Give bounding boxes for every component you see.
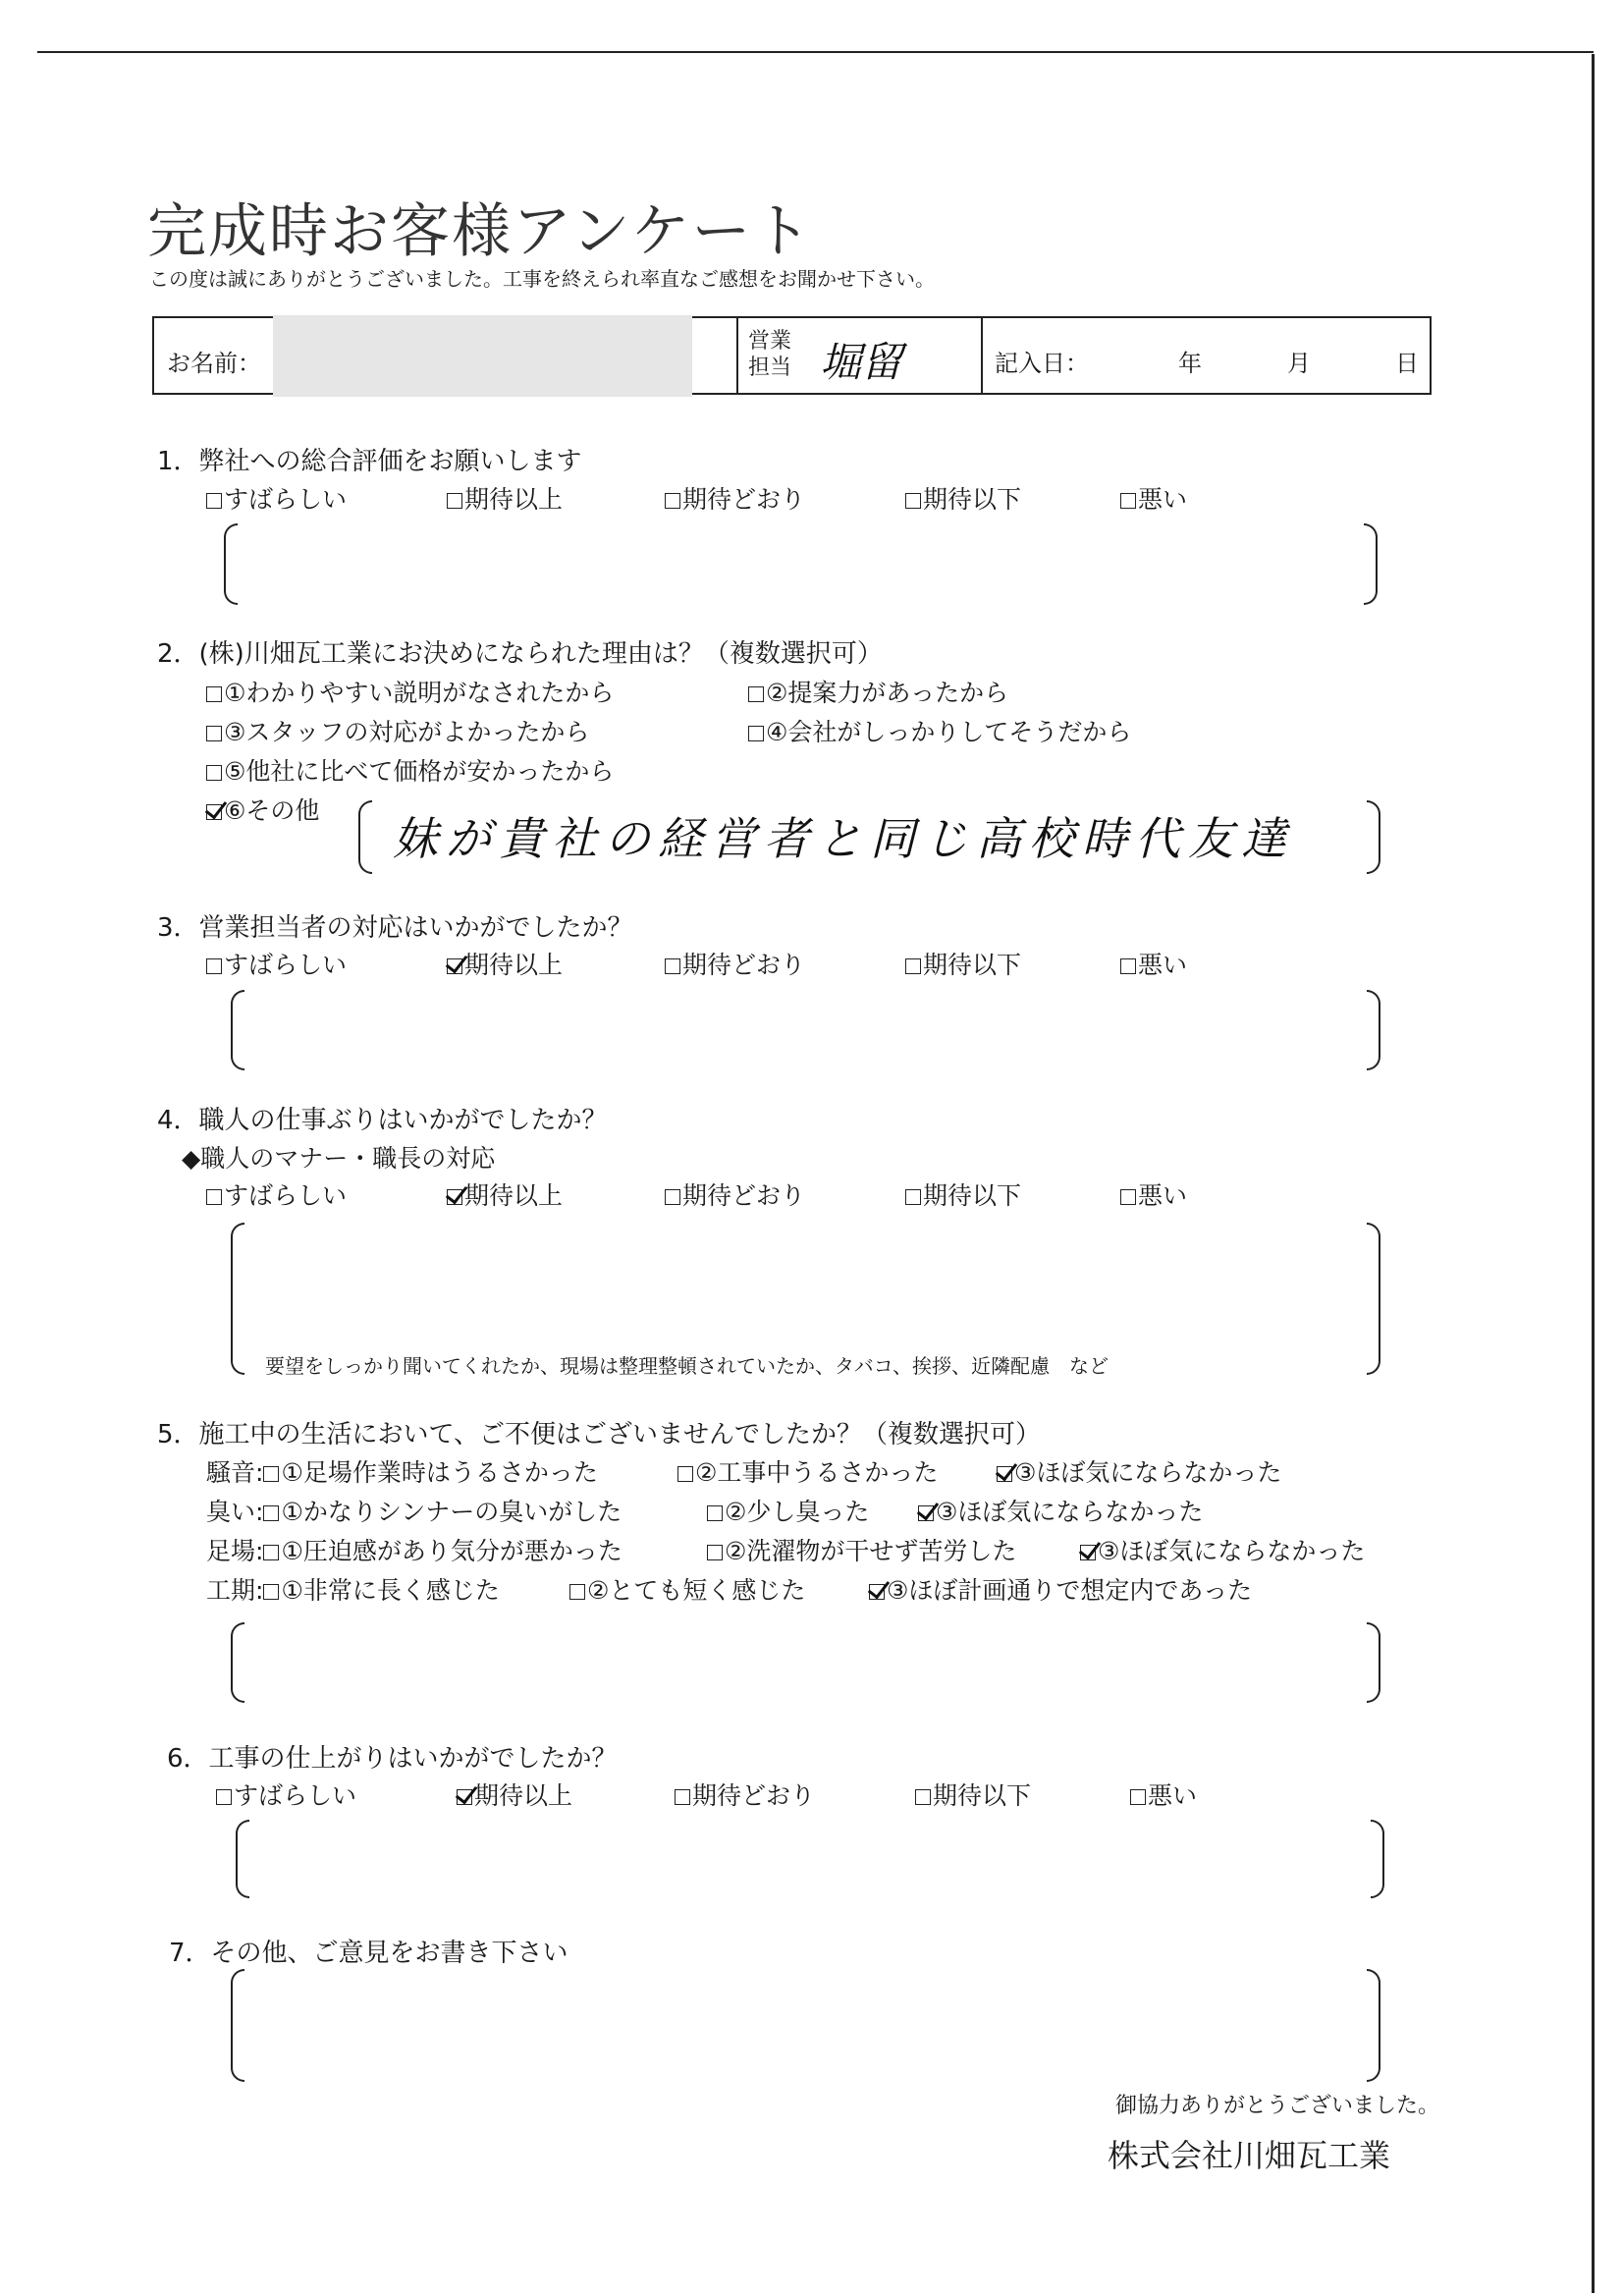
period-label: 工期: <box>206 1576 264 1605</box>
top-rule <box>37 51 1594 53</box>
q1-option[interactable]: 悪い <box>1120 480 1187 516</box>
checkbox-icon <box>905 493 921 509</box>
smell-label: 臭い: <box>206 1498 264 1526</box>
checkbox-icon <box>569 1584 585 1600</box>
name-label: お名前： <box>167 350 261 377</box>
q5-noise-row: 騒音: ①足場作業時はうるさかった <box>206 1458 598 1487</box>
checkbox-icon <box>206 686 222 702</box>
checkbox-icon <box>216 1789 232 1805</box>
header-divider <box>981 318 983 393</box>
checked-checkbox-icon <box>206 804 222 820</box>
q2-option[interactable]: ⑤他社に比べて価格が安かったから <box>206 752 614 788</box>
q4-option[interactable]: 期待以下 <box>905 1176 1021 1212</box>
checkbox-icon <box>707 1545 723 1560</box>
q6-option[interactable]: 悪い <box>1130 1777 1197 1812</box>
q5-noise-option[interactable]: ②工事中うるさかった <box>677 1453 938 1489</box>
q5-smell-option[interactable]: ③ほぼ気にならなかった <box>918 1493 1203 1528</box>
q1-option[interactable]: すばらしい <box>206 480 347 516</box>
q3-option[interactable]: 期待どおり <box>665 946 805 981</box>
checkbox-icon <box>206 765 222 781</box>
comment-bracket-left <box>231 990 244 1070</box>
checkbox-icon <box>748 726 764 741</box>
scaffold-label: 足場: <box>206 1537 264 1565</box>
staff-name: 堀留 <box>820 338 903 386</box>
q2-option-other[interactable]: ⑥その他 <box>206 792 319 827</box>
q4-title: 4．職人の仕事ぶりはいかがでしたか？ <box>157 1106 608 1135</box>
checked-checkbox-icon <box>918 1505 934 1521</box>
q5-period-option[interactable]: ②とても短く感じた <box>569 1571 805 1607</box>
comment-bracket-left <box>358 800 372 874</box>
checkbox-icon <box>1120 493 1136 509</box>
comment-bracket-left <box>236 1820 249 1898</box>
right-rule <box>1592 54 1595 2293</box>
q2-option[interactable]: ①わかりやすい説明がなされたから <box>206 674 614 709</box>
checkbox-icon <box>1130 1789 1146 1805</box>
checked-checkbox-icon <box>457 1789 472 1805</box>
comment-bracket-left <box>224 523 238 605</box>
checkbox-icon[interactable] <box>263 1505 279 1521</box>
date-day-label: 日 <box>1395 350 1419 377</box>
q3-option[interactable]: 期待以下 <box>905 946 1021 981</box>
q6-option[interactable]: 期待どおり <box>675 1777 815 1812</box>
q5-smell-row: 臭い: ①かなりシンナーの臭いがした <box>206 1498 622 1526</box>
staff-label-2: 担当 <box>748 355 792 380</box>
checkbox-icon <box>905 958 921 974</box>
checkbox-icon <box>915 1789 931 1805</box>
q5-scaffold-option[interactable]: ②洗濯物が干せず苦労した <box>707 1532 1016 1567</box>
q4-option[interactable]: 期待以上 <box>447 1176 563 1212</box>
q3-title: 3．営業担当者の対応はいかがでしたか？ <box>157 913 633 943</box>
q4-hint: 要望をしっかり聞いてくれたか、現場は整理整頓されていたか、タバコ、挨拶、近隣配慮 など <box>265 1354 1109 1378</box>
q3-option[interactable]: 期待以上 <box>447 946 563 981</box>
date-label: 記入日： <box>995 350 1089 377</box>
checkbox-icon[interactable] <box>263 1545 279 1560</box>
company-name: 株式会社川畑瓦工業 <box>1108 2137 1391 2174</box>
q6-option[interactable]: 期待以上 <box>457 1777 572 1812</box>
checkbox-icon <box>748 686 764 702</box>
name-field-redacted[interactable] <box>273 315 692 397</box>
q4-option[interactable]: 期待どおり <box>665 1176 805 1212</box>
checked-checkbox-icon <box>1080 1545 1096 1560</box>
comment-bracket-left <box>231 1223 244 1375</box>
comment-bracket-right <box>1367 800 1380 874</box>
checkbox-icon <box>206 1189 222 1205</box>
footer-thanks: 御協力ありがとうございました。 <box>1115 2094 1440 2118</box>
q1-option[interactable]: 期待以下 <box>905 480 1021 516</box>
form-subtitle: この度は誠にありがとうございました。工事を終えられ率直なご感想をお聞かせ下さい。 <box>149 267 935 291</box>
q2-option[interactable]: ④会社がしっかりしてそうだから <box>748 713 1131 748</box>
q2-other-answer: 妹が貴社の経営者と同じ高校時代友達 <box>393 812 1294 865</box>
checkbox-icon <box>1120 1189 1136 1205</box>
checked-checkbox-icon <box>447 958 462 974</box>
comment-bracket-right <box>1371 1820 1384 1898</box>
checkbox-icon <box>206 493 222 509</box>
checkbox-icon <box>447 493 462 509</box>
q4-option[interactable]: すばらしい <box>206 1176 347 1212</box>
comment-bracket-right <box>1367 1622 1380 1703</box>
q7-title: 7．その他、ご意見をお書き下さい <box>169 1939 568 1968</box>
comment-bracket-right <box>1367 1969 1380 2082</box>
noise-label: 騒音: <box>206 1458 264 1487</box>
comment-bracket-right <box>1367 990 1380 1070</box>
q3-option[interactable]: すばらしい <box>206 946 347 981</box>
q6-title: 6．工事の仕上がりはいかがでしたか？ <box>167 1744 618 1774</box>
q5-title: 5．施工中の生活において、ご不便はございませんでしたか？（複数選択可） <box>157 1420 1042 1449</box>
q5-period-row: 工期: ①非常に長く感じた <box>206 1576 500 1605</box>
q2-option[interactable]: ②提案力があったから <box>748 674 1008 709</box>
q5-period-option[interactable]: ③ほぼ計画通りで想定内であった <box>869 1571 1252 1607</box>
checkbox-icon <box>665 493 680 509</box>
checkbox-icon <box>1120 958 1136 974</box>
q6-option[interactable]: すばらしい <box>216 1777 356 1812</box>
checkbox-icon <box>665 958 680 974</box>
q1-option[interactable]: 期待どおり <box>665 480 805 516</box>
q6-option[interactable]: 期待以下 <box>915 1777 1031 1812</box>
checked-checkbox-icon <box>869 1584 885 1600</box>
q1-option[interactable]: 期待以上 <box>447 480 563 516</box>
q1-title: 1．弊社への総合評価をお願いします <box>157 447 582 476</box>
checkbox-icon <box>206 958 222 974</box>
checked-checkbox-icon <box>997 1466 1012 1482</box>
checkbox-icon <box>707 1505 723 1521</box>
q5-noise-option[interactable]: ③ほぼ気にならなかった <box>997 1453 1281 1489</box>
form-title: 完成時お客様アンケート <box>147 197 814 266</box>
q3-option[interactable]: 悪い <box>1120 946 1187 981</box>
q5-scaffold-option[interactable]: ③ほぼ気にならなかった <box>1080 1532 1365 1567</box>
q5-smell-option[interactable]: ②少し臭った <box>707 1493 869 1528</box>
checkbox-icon <box>905 1189 921 1205</box>
comment-bracket-right <box>1367 1223 1380 1375</box>
date-month-label: 月 <box>1287 350 1311 377</box>
checked-checkbox-icon <box>447 1189 462 1205</box>
staff-label-1: 営業 <box>748 329 792 354</box>
comment-bracket-left <box>231 1969 244 2082</box>
comment-bracket-left <box>231 1622 244 1703</box>
checkbox-icon <box>206 726 222 741</box>
checkbox-icon <box>677 1466 693 1482</box>
checkbox-icon[interactable] <box>263 1584 279 1600</box>
q4-option[interactable]: 悪い <box>1120 1176 1187 1212</box>
checkbox-icon <box>665 1189 680 1205</box>
q2-option[interactable]: ③スタッフの対応がよかったから <box>206 713 589 748</box>
q2-title: 2．(株)川畑瓦工業にお決めになられた理由は？（複数選択可） <box>157 639 883 669</box>
date-year-label: 年 <box>1178 350 1202 377</box>
checkbox-icon <box>675 1789 690 1805</box>
q4-subheading: ◆職人のマナー・職長の対応 <box>182 1144 496 1173</box>
header-divider <box>736 318 738 393</box>
checkbox-icon[interactable] <box>263 1466 279 1482</box>
q5-scaffold-row: 足場: ①圧迫感があり気分が悪かった <box>206 1537 622 1565</box>
comment-bracket-right <box>1364 523 1378 605</box>
